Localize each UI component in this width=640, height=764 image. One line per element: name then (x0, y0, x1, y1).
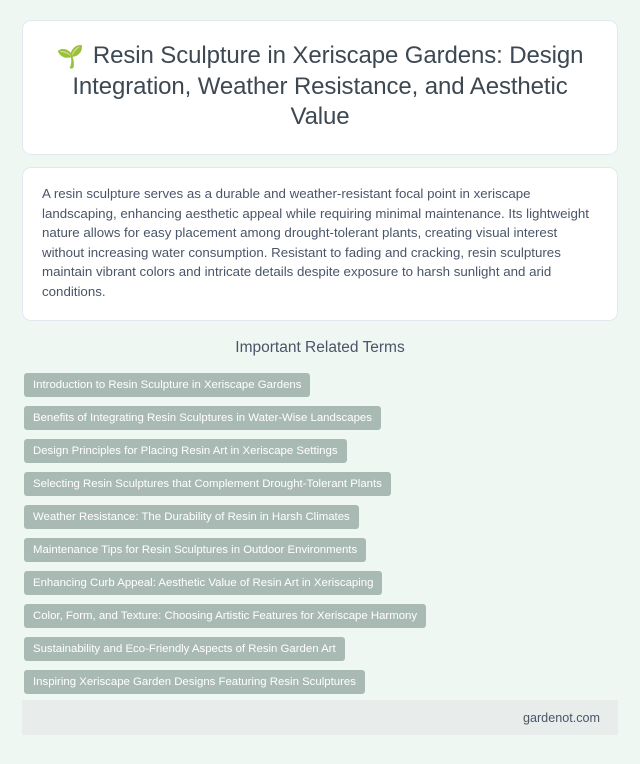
related-terms-heading: Important Related Terms (235, 338, 405, 356)
term-chip[interactable]: Enhancing Curb Appeal: Aesthetic Value of Resin Art in Xeriscaping (24, 571, 382, 595)
related-terms-list (22, 373, 618, 694)
term-chip[interactable]: Introduction to Resin Sculpture in Xeriscape Gardens (24, 373, 310, 397)
term-chip[interactable]: Inspiring Xeriscape Garden Designs Featuring Resin Sculptures (24, 670, 365, 694)
term-chip[interactable]: Design Principles for Placing Resin Art in Xeriscape Settings (24, 439, 347, 463)
term-chip[interactable]: Maintenance Tips for Resin Sculptures in Outdoor Environments (24, 538, 366, 562)
term-chip[interactable]: Selecting Resin Sculptures that Complement Drought-Tolerant Plants (24, 472, 391, 496)
title-card (22, 20, 618, 155)
footer-bar (22, 700, 618, 735)
term-chip[interactable]: Weather Resistance: The Durability of Resin in Harsh Climates (24, 505, 359, 529)
description-text: A resin sculpture serves as a durable and weather-resistant focal point in xeriscape landscaping, enhancing aesthetic appeal while requiring minimal maintenance. Its lightweight nature allows for easy placement among drought-tolerant plants, creating visual interest without increasing water consumption. Resistant to fading and cracking, resin sculptures maintain vibrant colors and intricate details despite exposure to harsh sunlight and arid conditions. (42, 186, 589, 299)
term-chip[interactable]: Sustainability and Eco-Friendly Aspects of Resin Garden Art (24, 637, 345, 661)
related-terms-section (22, 339, 618, 694)
description-card (22, 167, 618, 321)
page-title-text: Resin Sculpture in Xeriscape Gardens: Design Integration, Weather Resistance, and Aesthetic Value (72, 42, 584, 130)
term-chip[interactable]: Benefits of Integrating Resin Sculptures in Water-Wise Landscapes (24, 406, 381, 430)
page-title (49, 41, 591, 132)
footer-site-name: gardenot.com (522, 710, 600, 725)
seedling-icon: 🌱 (56, 44, 84, 69)
term-chip[interactable]: Color, Form, and Texture: Choosing Artistic Features for Xeriscape Harmony (24, 604, 426, 628)
